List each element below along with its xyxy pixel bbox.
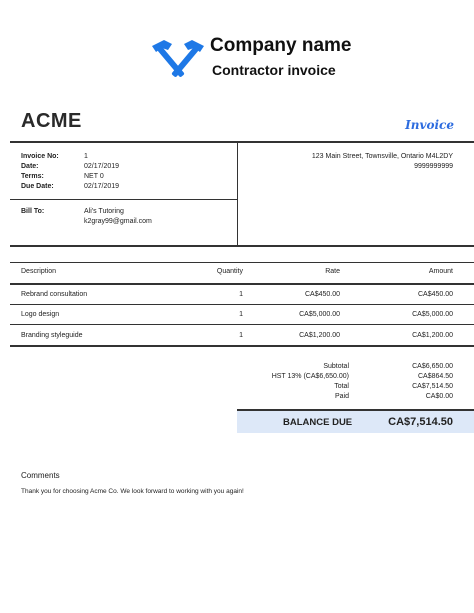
- col-quantity: Quantity: [216, 268, 243, 275]
- subtotal-value: CA$6,650.00: [412, 363, 453, 370]
- item-description: Branding styleguide: [21, 332, 83, 339]
- balance-due-value: CA$7,514.50: [388, 416, 453, 428]
- col-amount: Amount: [428, 268, 453, 275]
- item-description: Logo design: [21, 311, 60, 318]
- col-description: Description: [21, 268, 57, 275]
- subtotal-label: Subtotal: [323, 363, 349, 370]
- item-amount: CA$5,000.00: [412, 311, 453, 318]
- tax-label: HST 13% (CA$6,650.00): [271, 373, 349, 380]
- due-date-label: Due Date:: [21, 183, 54, 190]
- paid-value: CA$0.00: [425, 393, 453, 400]
- bill-to: [21, 208, 152, 228]
- row-divider: [10, 304, 474, 305]
- balance-due-bar: [237, 409, 474, 433]
- item-quantity: 1: [239, 311, 243, 318]
- invoice-meta: [21, 153, 119, 193]
- balance-due-label: BALANCE DUE: [283, 417, 353, 428]
- row-divider: [10, 324, 474, 325]
- invoice-label: Invoice: [405, 118, 454, 132]
- item-rate: CA$450.00: [304, 291, 340, 298]
- due-date-value: 02/17/2019: [84, 183, 120, 190]
- divider: [10, 199, 237, 200]
- item-rate: CA$5,000.00: [299, 311, 340, 318]
- total-label: Total: [334, 383, 349, 390]
- invoice-no-label: Invoice No:: [21, 153, 59, 160]
- bill-to-label: Bill To:: [21, 208, 45, 215]
- bill-to-email: k2gray99@gmail.com: [84, 218, 152, 225]
- invoice-no-value: 1: [84, 153, 88, 160]
- item-amount: CA$450.00: [417, 291, 453, 298]
- divider: [237, 143, 238, 246]
- terms-label: Terms:: [21, 173, 44, 180]
- item-rate: CA$1,200.00: [299, 332, 340, 339]
- address-line: 123 Main Street, Townsville, Ontario M4L2DY: [311, 153, 453, 160]
- item-description: Rebrand consultation: [21, 291, 88, 298]
- table-header-line: [10, 283, 474, 285]
- date-label: Date:: [21, 163, 39, 170]
- total-value: CA$7,514.50: [412, 383, 453, 390]
- comments-text: Thank you for choosing Acme Co. We look forward to working with you again!: [21, 488, 244, 495]
- comments-heading: Comments: [21, 471, 60, 480]
- date-value: 02/17/2019: [84, 163, 120, 170]
- paid-label: Paid: [334, 393, 349, 400]
- item-quantity: 1: [239, 332, 243, 339]
- col-rate: Rate: [325, 268, 340, 275]
- document-title: Contractor invoice: [212, 62, 336, 78]
- phone-number: 9999999999: [414, 163, 453, 170]
- tax-value: CA$864.50: [417, 373, 453, 380]
- crossed-hammers-icon: [150, 38, 206, 78]
- company-name: Company name: [210, 35, 352, 56]
- company-address: [312, 152, 453, 172]
- item-quantity: 1: [239, 291, 243, 298]
- table-bottom-line: [10, 345, 474, 347]
- divider: [10, 141, 474, 143]
- table-top-line: [10, 262, 474, 263]
- divider: [10, 245, 474, 247]
- terms-value: NET 0: [84, 173, 104, 180]
- bill-to-name: Ali's Tutoring: [84, 208, 124, 215]
- item-amount: CA$1,200.00: [412, 332, 453, 339]
- brand-logo-text: ACME: [21, 110, 82, 132]
